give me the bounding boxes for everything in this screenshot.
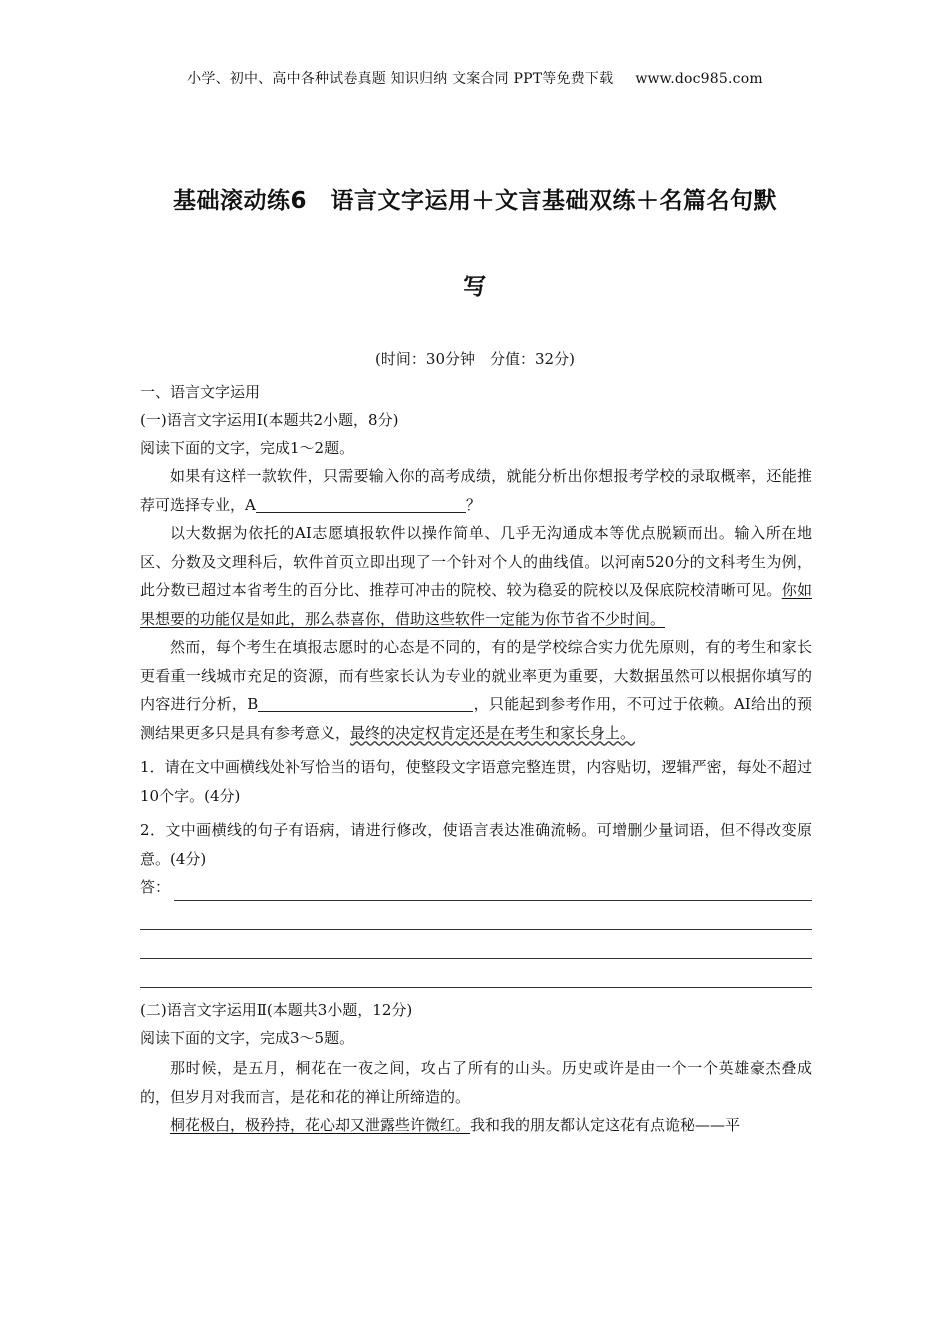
passage1-paragraph3 (140, 633, 812, 747)
part1-heading: (一)语言文字运用Ⅰ(本题共2小题，8分) (140, 411, 399, 429)
p1-text: 如果有这样一款软件，只需要输入你的高考成绩，就能分析出你想报考学校的录取概率，还能推荐可选择专业，A (140, 467, 812, 514)
answer-line-4[interactable] (140, 959, 812, 988)
part1-instruction: 阅读下面的文字，完成1～2题。 (140, 439, 355, 457)
answer-line-2[interactable] (140, 901, 812, 930)
passage2-paragraph2 (140, 1111, 812, 1140)
answer-line-3[interactable] (140, 930, 812, 959)
banner-url[interactable]: www.doc985.com (635, 71, 763, 87)
p2-text: 以大数据为依托的AI志愿填报软件以操作简单、几乎无沟通成本等优点脱颖而出。输入所在地区、分数及文理科后，软件首页立即出现了一个针对个人的曲线值。以河南520分的文科考生为例，此分数已超过本省考生的百分比、推荐可冲击的院校、较为稳妥的院校以及保底院校清晰可见。 (140, 524, 812, 599)
passage1-paragraph2 (140, 519, 812, 633)
site-banner (0, 68, 950, 88)
passage1-paragraph1 (140, 462, 812, 519)
exam-content (140, 378, 812, 1140)
part2-heading: (二)语言文字运用Ⅱ(本题共3小题，12分) (140, 1001, 413, 1019)
passage2 (140, 1054, 812, 1140)
blank-a[interactable] (256, 494, 466, 513)
p3-text: 然而，每个考生在填报志愿时的心态是不同的，有的是学校综合实力优先原则，有的考生和家长更看重一线城市充足的资源，而有些家长认为专业的就业率更为重要，大数据虽然可以根据你填写的内容进行分析，B (140, 638, 812, 713)
wavy-sentence: 最终的决定权肯定还是在考生和家长身上。 (350, 723, 636, 742)
p1-end: ？ (465, 495, 481, 514)
section-heading: 一、语言文字运用 (140, 383, 261, 401)
passage2-text: 我和我的朋友都认定这花有点诡秘——平 (470, 1116, 741, 1134)
answer-line-1[interactable] (140, 873, 812, 901)
passage1 (140, 462, 812, 747)
part2-instruction: 阅读下面的文字，完成3～5题。 (140, 1029, 355, 1047)
question-2: 2．文中画横线的句子有语病，请进行修改，使语言表达准确流畅。可增删少量词语，但不得改变原意。(4分) (140, 821, 812, 868)
doc-title-line1: 基础滚动练6 语言文字运用＋文言基础双练＋名篇名句默 (172, 188, 777, 214)
underlined-sentence: 你如果想要的功能仅是如此，那么恭喜你，借助这些软件一定能为你节省不少时间。 (140, 581, 812, 628)
p3-mid: ，只能起到参考作用，不可过于依赖。AI给出的预测结果更多只是具有参考意义， (140, 695, 812, 742)
blank-b[interactable] (258, 693, 473, 712)
question-1: 1．请在文中画横线处补写恰当的语句，使整段文字语意完整连贯，内容贴切，逻辑严密，每处不超过10个字。(4分) (140, 758, 812, 805)
time-score-info: (时间：30分钟 分值：32分) (375, 350, 575, 368)
answer-label: 答： (140, 878, 171, 896)
doc-title-line2: 写 (463, 274, 487, 300)
passage2-paragraph1: 那时候，是五月，桐花在一夜之间，攻占了所有的山头。历史或许是由一个一个英雄豪杰叠成的，但岁月对我而言，是花和花的禅让所缔造的。 (140, 1059, 812, 1106)
banner-text: 小学、初中、高中各种试卷真题 知识归纳 文案合同 PPT等免费下载 (187, 71, 614, 87)
passage2-underlined: 桐花极白，极矜持，花心却又泄露些许微红。 (170, 1116, 471, 1134)
